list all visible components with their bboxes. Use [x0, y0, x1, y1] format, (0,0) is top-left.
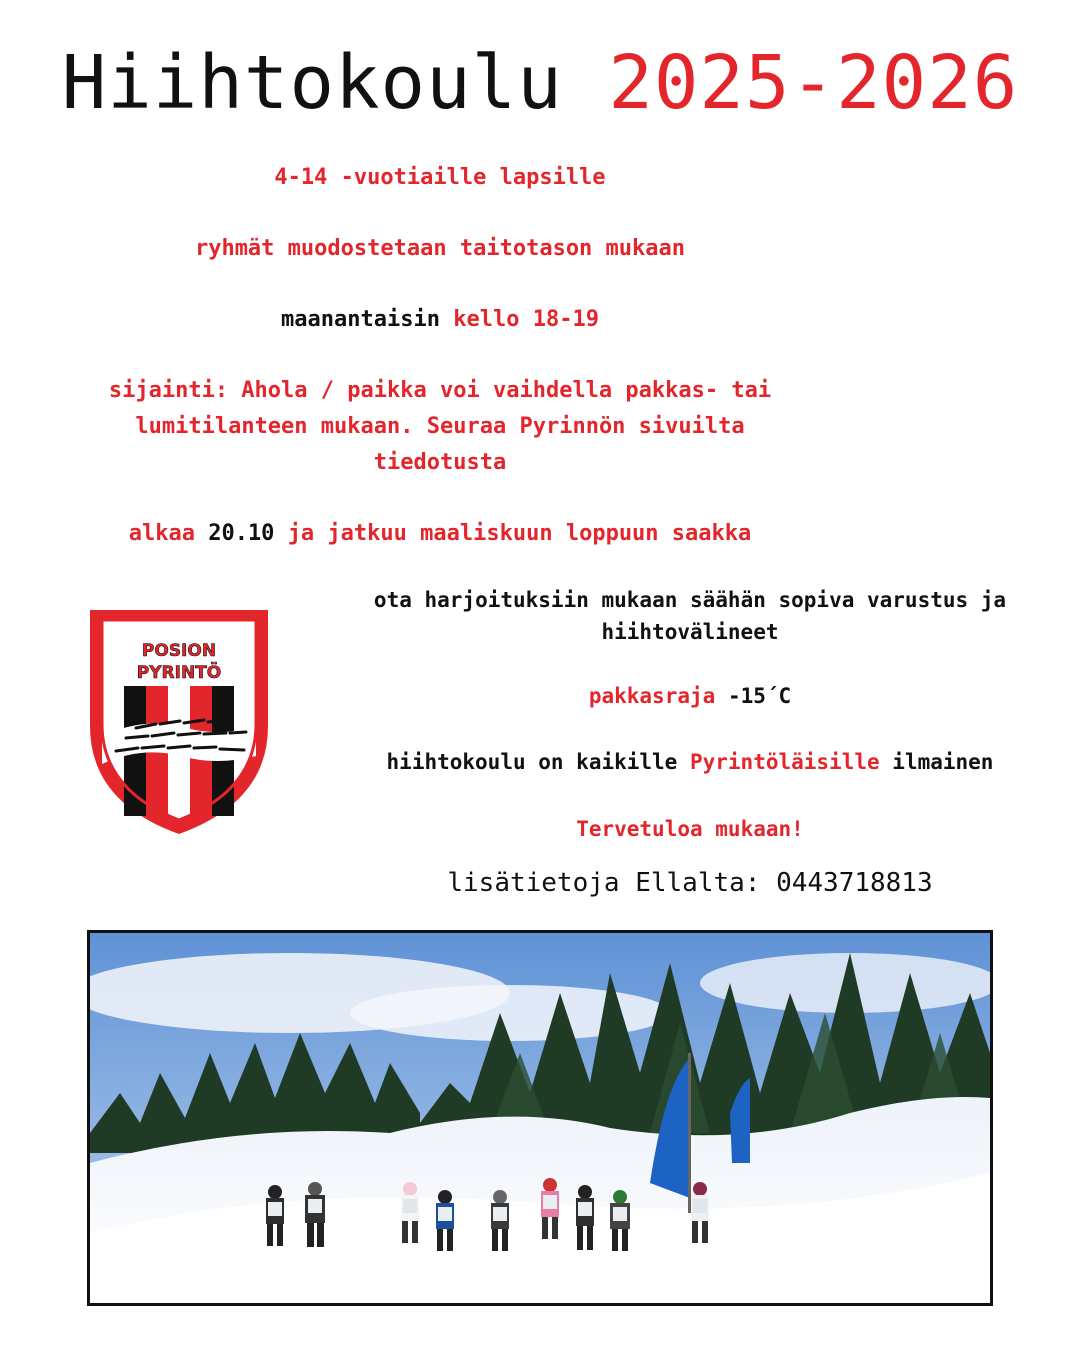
page-title — [0, 40, 1080, 126]
groups-line: ryhmät muodostetaan taitotason mukaan — [194, 236, 686, 261]
location-line-1: sijainti: Ahola / paikka voi vaihdella pakkas- tai — [108, 378, 772, 403]
free-post: ilmainen — [892, 750, 994, 774]
location-line-2: lumitilanteen mukaan. Seuraa Pyrinnön sivuilta — [135, 414, 745, 439]
title-years: 2025-2026 — [608, 40, 1019, 126]
ski-school-photo — [87, 930, 993, 1306]
age-line: 4-14 -vuotiaille lapsille — [274, 165, 606, 190]
free-line — [310, 746, 1070, 778]
title-main: Hiihtokoulu — [61, 40, 563, 126]
schedule-time: kello 18-19 — [453, 307, 599, 332]
free-who: Pyrintöläisille — [689, 750, 880, 774]
season-start-prefix: alkaa — [128, 521, 195, 546]
schedule-day: maanantaisin — [281, 307, 440, 332]
club-logo — [86, 606, 272, 838]
welcome-line: Tervetuloa mukaan! — [576, 817, 804, 841]
season-start-suffix: ja jatkuu maaliskuun loppuun saakka — [287, 521, 752, 546]
gear-line-1: ota harjoituksiin mukaan säähän sopiva varustus ja — [373, 588, 1007, 612]
frost-label: pakkasraja — [588, 684, 716, 708]
frost-value: -15´C — [727, 684, 792, 708]
contact-line: lisätietoja Ellalta: 0443718813 — [447, 868, 933, 898]
season-line — [0, 516, 880, 552]
schedule-line — [0, 302, 880, 338]
logo-line1: POSION — [141, 641, 217, 661]
photo-illustration — [90, 933, 990, 1303]
logo-line2: PYRINTÖ — [136, 663, 222, 683]
location-line-3: tiedotusta — [373, 450, 507, 475]
free-pre: hiihtokoulu on kaikille — [386, 750, 678, 774]
season-start-date: 20.10 — [208, 521, 275, 546]
gear-line-2: hiihtovälineet — [601, 620, 779, 644]
frost-line — [310, 680, 1070, 712]
